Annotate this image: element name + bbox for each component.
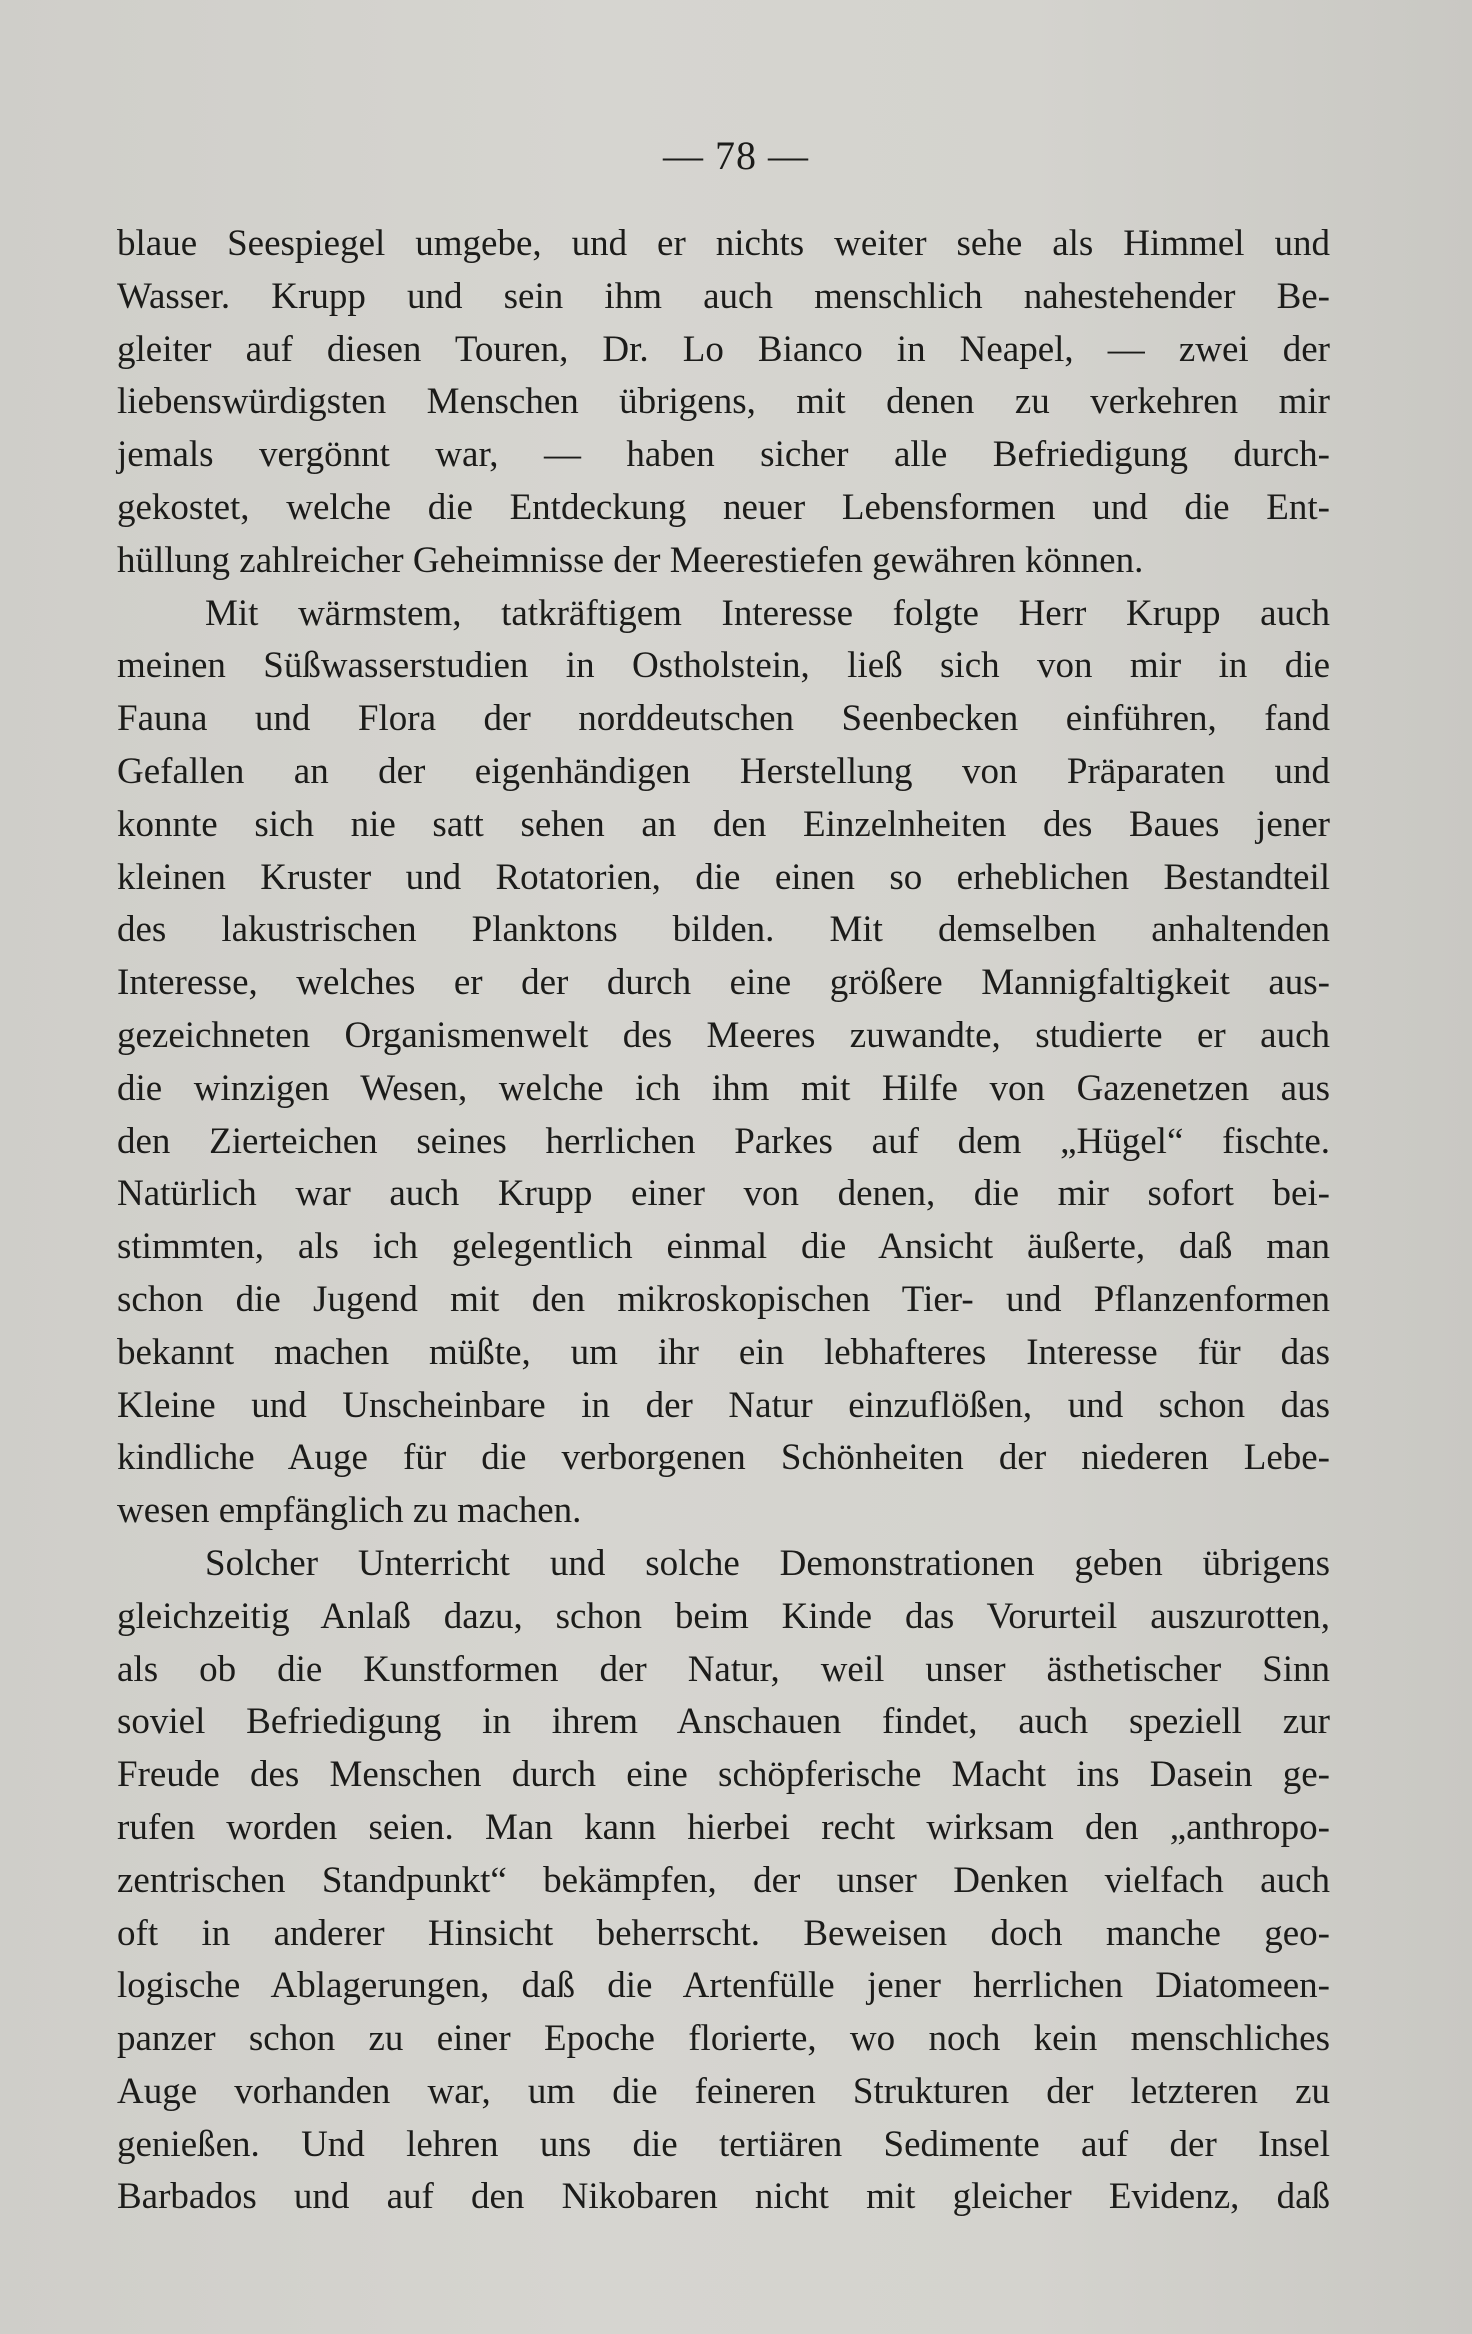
text-line: Mit wärmstem, tatkräftigem Interesse folgte Herr Krupp auch [205, 592, 1330, 634]
text-line: kindliche Auge für die verborgenen Schönheiten der niederen Lebe- [117, 1437, 1330, 1479]
text-line: gekostet, welche die Entdeckung neuer Lebensformen und die Ent- [117, 486, 1330, 528]
text-line: Interesse, welches er der durch eine größere Mannigfaltigkeit aus- [117, 962, 1330, 1004]
text-line: Wasser. Krupp und sein ihm auch menschlich nahestehender Be- [117, 275, 1330, 317]
text-line: liebenswürdigsten Menschen übrigens, mit denen zu verkehren mir [117, 381, 1330, 423]
text-line: meinen Süßwasserstudien in Ostholstein, ließ sich von mir in die [117, 645, 1330, 687]
text-line: genießen. Und lehren uns die tertiären Sedimente auf der Insel [117, 2123, 1330, 2165]
text-line: konnte sich nie satt sehen an den Einzelnheiten des Baues jener [117, 803, 1330, 845]
text-line: Auge vorhanden war, um die feineren Strukturen der letzteren zu [117, 2070, 1330, 2112]
page-number: — 78 — [663, 133, 809, 178]
text-line: oft in anderer Hinsicht beherrscht. Beweisen doch manche geo- [117, 1912, 1330, 1954]
text-line: wesen empfänglich zu machen. [117, 1490, 582, 1532]
text-line: Barbados und auf den Nikobaren nicht mit gleicher Evidenz, daß [117, 2176, 1330, 2218]
text-line: Kleine und Unscheinbare in der Natur einzuflößen, und schon das [117, 1384, 1330, 1426]
text-line: jemals vergönnt war, — haben sicher alle Befriedigung durch- [117, 434, 1330, 476]
text-line: Natürlich war auch Krupp einer von denen, die mir sofort bei- [117, 1173, 1330, 1215]
text-line: hüllung zahlreicher Geheimnisse der Meerestiefen gewähren können. [117, 539, 1144, 581]
text-line: Solcher Unterricht und solche Demonstrationen geben übrigens [205, 1542, 1330, 1584]
body-text [117, 218, 1330, 2224]
text-line: rufen worden seien. Man kann hierbei recht wirksam den „anthropo- [117, 1806, 1330, 1848]
text-line: als ob die Kunstformen der Natur, weil unser ästhetischer Sinn [117, 1648, 1330, 1690]
text-line: bekannt machen müßte, um ihr ein lebhafteres Interesse für das [117, 1331, 1330, 1373]
text-line: blaue Seespiegel umgebe, und er nichts weiter sehe als Himmel und [117, 223, 1330, 264]
text-line: gezeichneten Organismenwelt des Meeres zuwandte, studierte er auch [117, 1014, 1330, 1056]
text-line: zentrischen Standpunkt“ bekämpfen, der unser Denken vielfach auch [117, 1859, 1330, 1901]
text-line: gleiter auf diesen Touren, Dr. Lo Bianco in Neapel, — zwei der [117, 328, 1330, 370]
text-line: schon die Jugend mit den mikroskopischen Tier- und Pflanzenformen [117, 1278, 1330, 1320]
text-line: soviel Befriedigung in ihrem Anschauen findet, auch speziell zur [117, 1701, 1330, 1743]
text-line: kleinen Kruster und Rotatorien, die einen so erheblichen Bestandteil [117, 856, 1330, 898]
text-line: panzer schon zu einer Epoche florierte, wo noch kein menschliches [117, 2018, 1330, 2060]
text-line: Freude des Menschen durch eine schöpferische Macht ins Dasein ge- [117, 1754, 1330, 1796]
text-line: stimmten, als ich gelegentlich einmal die Ansicht äußerte, daß man [117, 1226, 1330, 1268]
text-line: logische Ablagerungen, daß die Artenfülle jener herrlichen Diatomeen- [117, 1965, 1330, 2007]
text-line: den Zierteichen seines herrlichen Parkes auf dem „Hügel“ fischte. [117, 1120, 1330, 1162]
text-line: gleichzeitig Anlaß dazu, schon beim Kinde das Vorurteil auszurotten, [117, 1595, 1330, 1637]
text-line: die winzigen Wesen, welche ich ihm mit Hilfe von Gazenetzen aus [117, 1067, 1330, 1109]
text-line: Gefallen an der eigenhändigen Herstellung von Präparaten und [117, 750, 1330, 792]
text-line: Fauna und Flora der norddeutschen Seenbecken einführen, fand [117, 698, 1330, 740]
text-line: des lakustrischen Planktons bilden. Mit demselben anhaltenden [117, 909, 1330, 951]
